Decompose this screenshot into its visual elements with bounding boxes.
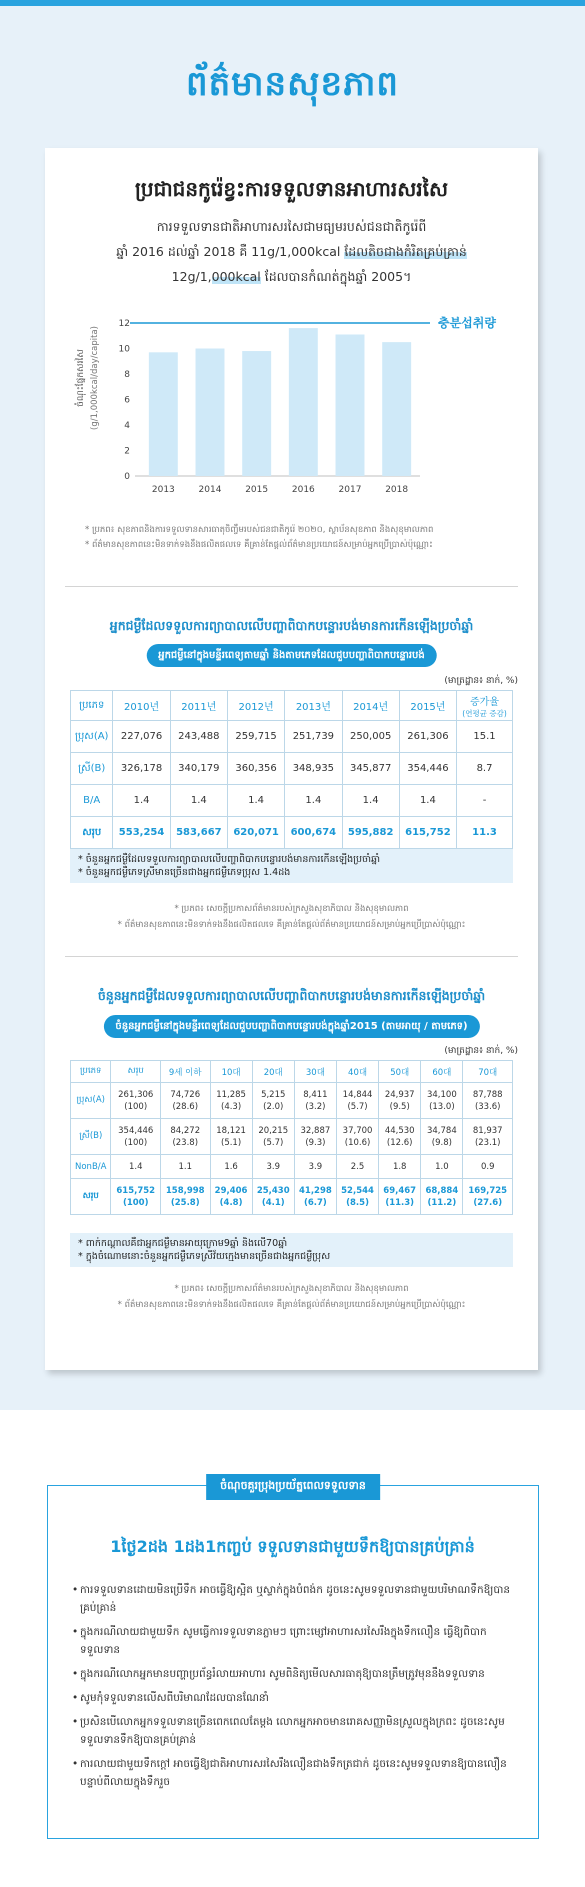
table-row-header: ស្រី(B) — [71, 1119, 111, 1155]
table-cell: 615,752 — [399, 817, 456, 849]
table-header-cell: 증가율 (연평균 증감) — [457, 691, 513, 721]
section3-title: ចំនួនអ្នកជម្ងឺដែលទទួលការព្យាបាលលើបញ្ហាពិបាកបន្ទោរបង់មានការកើនឡើងប្រចាំឆ្នាំ — [97, 988, 486, 1003]
precaution-item: • ការទទួលទានដោយមិនប្រើទឹក អាចធ្វើឱ្យស្អិត ឬស្ទាក់ក្នុងបំពង់ក ដូចនេះសូមទទួលទានជាមួយបរិមាណទឹកឱ្យបានគ្រប់គ្រាន់ — [72, 1581, 517, 1617]
table-cell — [252, 1155, 294, 1179]
table-cell-line: 34,100 — [426, 1089, 457, 1100]
x-tick-label: 2016 — [291, 485, 315, 495]
bar — [289, 328, 318, 476]
table-cell-line: (33.6) — [474, 1101, 501, 1112]
table-row — [71, 1179, 513, 1215]
table-cell-line: 1.4 — [128, 1161, 143, 1172]
table-cell-line: (100) — [124, 1101, 148, 1112]
y-tick-label: 10 — [118, 344, 130, 355]
table-header-cell: 2012년 — [227, 691, 284, 721]
section1-title: ប្រជាជនកូរ៉េខ្វះការទទួលទានអាហារសរសៃ — [134, 177, 449, 201]
table-cell-line: 3.9 — [266, 1161, 280, 1172]
table-row — [71, 721, 513, 753]
table-cell-line: (5.7) — [263, 1137, 284, 1148]
table-cell: 345,877 — [342, 753, 399, 785]
precaution-item: • ប្រសិនបើលោកអ្នកទទួលទានច្រើនពេកពេលតែម្ដង លោកអ្នកអាចមានរោគសញ្ញាមិនស្រួលក្នុងក្រពះ ដូចនេះសូមទទួលទានទឹកឱ្យបានគ្រប់គ្រាន់ — [72, 1713, 517, 1749]
table-row — [71, 785, 513, 817]
table-cell-line: (4.8) — [219, 1197, 243, 1208]
table-cell: 259,715 — [227, 721, 284, 753]
table-cell — [463, 1155, 513, 1179]
table-cell-line: (12.6) — [386, 1137, 413, 1148]
reference-label: 충분섭취량 — [438, 316, 496, 330]
section2-title: អ្នកជម្ងឺដែលទទួលការព្យាបាលលើបញ្ហាពិបាកបន្ទោរបង់មានការកើនឡើងប្រចាំឆ្នាំ — [109, 618, 474, 633]
table-cell: 1.4 — [113, 785, 170, 817]
patients-by-age-table — [70, 1060, 513, 1215]
table-cell — [379, 1179, 421, 1215]
y-tick-label: 12 — [118, 319, 130, 329]
table-cell — [252, 1179, 294, 1215]
section2-note-2: * ចំនួនអ្នកជម្ងឺភេទស្រីមានច្រើនជាងអ្នកជម្ងឺភេទប្រុស 1.4ដង — [78, 867, 291, 878]
table-cell — [210, 1083, 252, 1119]
x-tick-label: 2018 — [385, 485, 409, 495]
table-cell: 15.1 — [457, 721, 513, 753]
table-cell-line: (9.5) — [389, 1101, 410, 1112]
table-row-header: សរុប — [71, 1179, 111, 1215]
table-row-header: B/A — [71, 785, 113, 817]
table-cell-line: 1.1 — [178, 1161, 192, 1172]
table-cell — [210, 1119, 252, 1155]
table-cell: 620,071 — [227, 817, 284, 849]
table-cell-line: (28.6) — [172, 1101, 199, 1112]
table-cell-line: 87,788 — [472, 1089, 503, 1100]
table-cell: 326,178 — [113, 753, 170, 785]
x-tick-label: 2014 — [198, 485, 222, 495]
desc-highlight-2: 000kcal — [211, 269, 261, 284]
table-header-cell: 40대 — [336, 1061, 378, 1083]
section2-source-note: * ប្រភព៖ សេចក្ដីប្រកាសព័ត៌មានរបស់ក្រសួងសុខាភិបាល និងសុខុមាលភាព — [174, 904, 409, 914]
section2-table-notes — [70, 849, 513, 883]
desc-line-2 — [65, 239, 518, 264]
section3-table-notes — [70, 1233, 513, 1267]
table-cell — [252, 1119, 294, 1155]
table-cell: 600,674 — [285, 817, 342, 849]
table-cell-line: (11.2) — [427, 1197, 457, 1208]
table-row-header: ស្រី(B) — [71, 753, 113, 785]
table-cell-line: 169,725 — [468, 1185, 508, 1196]
table-cell: 348,935 — [285, 753, 342, 785]
precaution-item: • ក្នុងករណីលាយជាមួយទឹក សូមធ្វើការទទួលទានភ្លាមៗ ព្រោះម្សៅអាហារសរសៃរឹងក្នុងទឹកលឿន ធ្វើឱ្យពិបាកទទួលទាន — [72, 1623, 517, 1659]
table-cell-line: (100) — [124, 1137, 148, 1148]
table-cell — [294, 1119, 336, 1155]
table-cell — [294, 1083, 336, 1119]
table-header-cell: ប្រភេទ — [71, 1061, 111, 1083]
y-tick-label: 4 — [124, 421, 130, 431]
table-row-header: ប្រុស(A) — [71, 721, 113, 753]
table-cell — [210, 1179, 252, 1215]
table-header-cell: 70대 — [463, 1061, 513, 1083]
table-header-cell: 20대 — [252, 1061, 294, 1083]
section1-source-note: * ប្រភព៖ សុខភាពនិងការទទួលទានសារធាតុចិញ្ចឹមរបស់ជនជាតិកូរ៉េ ២០២០, ស្ថាប័នសុខភាព និងសុខុមាលភាព — [85, 525, 434, 535]
table-cell — [379, 1155, 421, 1179]
precaution-item: • សូមកុំទទួលទានលើសពីបរិមាណដែលបានណែនាំ — [72, 1689, 517, 1707]
table-cell-line: 52,544 — [341, 1185, 374, 1196]
table-cell-line: 5,215 — [261, 1089, 286, 1100]
table-cell-line: 2.5 — [350, 1161, 365, 1172]
table-cell — [111, 1119, 161, 1155]
section2-pill: អ្នកជម្ងឺនៅក្នុងមន្ទីរពេទ្យតាមឆ្នាំ និងតាមភេទដែលជួបបញ្ហាពិបាកបន្ទោរបង់ — [146, 644, 437, 667]
section3-pill: ចំនួនអ្នកជម្ងឺនៅក្នុងមន្ទីរពេទ្យដែលជួបបញ្ហាពិបាកបន្ទោរបង់ក្នុងឆ្នាំ2015 (តាមអាយុ / តាមភេទ) — [103, 1015, 479, 1038]
table-cell — [336, 1155, 378, 1179]
table-cell-line: (4.3) — [221, 1101, 242, 1112]
table-row — [71, 1083, 513, 1119]
patients-by-year-table — [70, 690, 513, 849]
table-cell-line: (23.1) — [474, 1137, 501, 1148]
table-cell-line: 29,406 — [214, 1185, 248, 1196]
table-header-row — [71, 1061, 513, 1083]
y-axis-unit: (g/1,000kcal/day/capita) — [90, 326, 100, 430]
table-cell — [421, 1083, 463, 1119]
table-cell: 1.4 — [399, 785, 456, 817]
table-cell-line: (3.2) — [305, 1101, 326, 1112]
bar — [336, 334, 365, 476]
table-cell: 553,254 — [113, 817, 170, 849]
fiber-intake-chart — [45, 313, 538, 498]
table-cell-line: (10.6) — [344, 1137, 371, 1148]
table-cell — [111, 1179, 161, 1215]
table-cell — [421, 1179, 463, 1215]
divider-1 — [65, 586, 518, 587]
y-tick-label: 8 — [124, 370, 130, 380]
table-cell — [421, 1155, 463, 1179]
table-cell-line: 1.8 — [392, 1161, 407, 1172]
table-header-cell: 2014년 — [342, 691, 399, 721]
table-cell-line: 68,884 — [425, 1185, 459, 1196]
table-cell-line: 261,306 — [118, 1089, 154, 1100]
table-cell-line: 1.0 — [435, 1161, 449, 1172]
table-cell-line: (27.6) — [473, 1197, 503, 1208]
table-cell-line: 24,937 — [384, 1089, 415, 1100]
table-header-cell: 2011년 — [170, 691, 227, 721]
table-cell: 1.4 — [285, 785, 342, 817]
table-cell-line: 11,285 — [216, 1089, 246, 1100]
table-cell-line: 20,215 — [258, 1125, 289, 1136]
table-cell — [463, 1083, 513, 1119]
table-cell — [421, 1119, 463, 1155]
section2-unit: (មាត្រដ្ឋាន៖ នាក់, %) — [444, 676, 518, 686]
table-header-cell: ប្រភេទ — [71, 691, 113, 721]
section2-note-1: * ចំនួនអ្នកជម្ងឺដែលទទួលការព្យាបាលលើបញ្ហាពិបាកបន្ទោរបង់មានការកើនឡើងប្រចាំឆ្នាំ — [78, 854, 381, 865]
table-cell — [336, 1119, 378, 1155]
section1-disclaimer-note: * ព័ត៌មានសុខភាពនេះមិនទាក់ទងនឹងផលិតផលទេ គឺគ្រាន់តែផ្ដល់ព័ត៌មានប្រយោជន៍សម្រាប់អ្នកប្រើប្រាស់ប៉ុណ្ណោះ — [85, 540, 433, 550]
table-cell: 261,306 — [399, 721, 456, 753]
section3-source-note: * ប្រភព៖ សេចក្ដីប្រកាសព័ត៌មានរបស់ក្រសួងសុខាភិបាល និងសុខុមាលភាព — [174, 1284, 409, 1294]
section1-description — [65, 214, 518, 289]
table-cell: 251,739 — [285, 721, 342, 753]
table-cell-line: (13.0) — [429, 1101, 455, 1112]
precaution-item: • ក្នុងករណីលោកអ្នកមានបញ្ហាប្រព័ន្ធរំលាយអាហារ សូមពិនិត្យមើលសារធាតុឱ្យបានត្រឹមត្រូវមុននឹងទទួលទាន — [72, 1665, 517, 1683]
table-cell — [379, 1119, 421, 1155]
bar — [242, 351, 271, 476]
x-tick-label: 2015 — [245, 485, 269, 495]
table-cell: 227,076 — [113, 721, 170, 753]
table-cell-line: 32,887 — [300, 1125, 331, 1136]
table-row-header: សរុប — [71, 817, 113, 849]
table-cell — [336, 1179, 378, 1215]
bar — [149, 352, 178, 476]
table-cell: 250,005 — [342, 721, 399, 753]
table-cell-line: 37,700 — [342, 1125, 373, 1136]
table-cell-line: 8,411 — [303, 1089, 328, 1100]
table-cell-line: 34,784 — [426, 1125, 457, 1136]
table-cell-line: (100) — [122, 1197, 149, 1208]
precaution-item: • ការលាយជាមួយទឹកក្ដៅ អាចធ្វើឱ្យជាតិអាហារសរសៃរឹងលឿនជាងទឹកត្រជាក់ ដូចនេះសូមទទួលទានឱ្យបានលឿនបន្ទាប់ពីលាយក្នុងទឹករួច — [72, 1755, 517, 1791]
table-cell — [160, 1179, 210, 1215]
table-cell — [463, 1119, 513, 1155]
table-cell-line: (11.3) — [385, 1197, 415, 1208]
table-cell — [379, 1083, 421, 1119]
desc-line-3 — [65, 264, 518, 289]
table-header-cell: 10대 — [210, 1061, 252, 1083]
table-cell — [111, 1083, 161, 1119]
table-cell: 583,667 — [170, 817, 227, 849]
table-cell-line: 0.9 — [480, 1161, 495, 1172]
table-cell — [252, 1083, 294, 1119]
table-cell: 340,179 — [170, 753, 227, 785]
table-header-cell: សរុប — [111, 1061, 161, 1083]
y-axis-label: ចំណុះផ្នែកសរសៃ — [76, 349, 86, 407]
table-cell-line: 14,844 — [342, 1089, 373, 1100]
table-cell-line: 158,998 — [165, 1185, 205, 1196]
table-cell-line: (5.1) — [221, 1137, 242, 1148]
table-cell-line: (2.0) — [263, 1101, 284, 1112]
desc-line-3-text-b: ដែលបានកំណត់ក្នុងឆ្នាំ 2005។ — [260, 269, 412, 284]
x-tick-label: 2013 — [151, 485, 175, 495]
precautions-heading: 1ថ្ងៃ2ដង 1ដង1កញ្ចប់ ទទួលទានជាមួយទឹកឱ្យបានគ្រប់គ្រាន់ — [110, 1537, 475, 1556]
table-cell — [160, 1083, 210, 1119]
desc-highlight: ដែលតិចជាងកំរិតគ្រប់គ្រាន់ — [344, 244, 467, 259]
desc-line-1: ការទទួលទានជាតិអាហារសរសៃជាមធ្យមរបស់ជនជាតិកូរ៉េពី — [156, 219, 427, 234]
table-cell-line: 25,430 — [256, 1185, 290, 1196]
table-cell: 1.4 — [170, 785, 227, 817]
table-row — [71, 817, 513, 849]
table-cell — [463, 1179, 513, 1215]
table-cell — [336, 1083, 378, 1119]
table-header-cell: 60대 — [421, 1061, 463, 1083]
table-header-cell: 30대 — [294, 1061, 336, 1083]
table-cell-line: (5.7) — [347, 1101, 368, 1112]
precautions-box — [47, 1479, 539, 1839]
y-tick-label: 2 — [124, 446, 130, 457]
table-cell-line: (6.7) — [303, 1197, 327, 1208]
table-cell: 1.4 — [227, 785, 284, 817]
table-row-header: ប្រុស(A) — [71, 1083, 111, 1119]
divider-2 — [65, 956, 518, 957]
table-row — [71, 1119, 513, 1155]
x-tick-label: 2017 — [338, 485, 362, 495]
section3-unit: (មាត្រដ្ឋាន៖ នាក់, %) — [444, 1046, 518, 1056]
y-tick-label: 0 — [124, 472, 130, 482]
table-row — [71, 1155, 513, 1179]
page-title: ព័ត៌មានសុខភាព — [185, 64, 400, 104]
table-cell: - — [457, 785, 513, 817]
table-cell-line: 69,467 — [383, 1185, 417, 1196]
table-cell: 1.4 — [342, 785, 399, 817]
desc-line-3-text-a: 12g/1, — [171, 269, 212, 284]
table-cell: 8.7 — [457, 753, 513, 785]
table-cell: 354,446 — [399, 753, 456, 785]
table-cell-line: 3.9 — [308, 1161, 323, 1172]
table-cell-line: 354,446 — [118, 1125, 154, 1136]
table-cell: 595,882 — [342, 817, 399, 849]
table-cell-line: (23.8) — [172, 1137, 199, 1148]
table-header-row — [71, 691, 513, 721]
table-header-cell: 2015년 — [399, 691, 456, 721]
table-cell: 243,488 — [170, 721, 227, 753]
y-tick-label: 6 — [124, 395, 130, 406]
table-cell-line: 74,726 — [170, 1089, 201, 1100]
table-cell-line: 1.6 — [224, 1161, 238, 1172]
table-cell — [294, 1179, 336, 1215]
table-cell-line: 44,530 — [384, 1125, 415, 1136]
section2-disclaimer-note: * ព័ត៌មានសុខភាពនេះមិនទាក់ទងនឹងផលិតផលទេ គឺគ្រាន់តែផ្ដល់ព័ត៌មានប្រយោជន៍សម្រាប់អ្នកប្រើប្រាស់ប៉ុណ្ណោះ — [117, 920, 466, 930]
table-cell: 360,356 — [227, 753, 284, 785]
precautions-list — [72, 1581, 517, 1797]
table-cell-line: (9.8) — [431, 1137, 452, 1148]
table-cell — [160, 1155, 210, 1179]
top-accent-line — [0, 0, 585, 6]
table-cell-line: 41,298 — [298, 1185, 332, 1196]
table-cell-line: 615,752 — [116, 1185, 156, 1196]
bar — [382, 342, 411, 476]
table-cell-line: (9.3) — [305, 1137, 326, 1148]
table-cell-line: (25.8) — [170, 1197, 200, 1208]
table-row-header: NonB/A — [71, 1155, 111, 1179]
table-row — [71, 753, 513, 785]
desc-line-2-text: ឆ្នាំ 2016 ដល់ឆ្នាំ 2018 គឺ 11g/1,000kcal — [116, 244, 345, 259]
table-cell — [160, 1119, 210, 1155]
table-cell-line: (4.1) — [261, 1197, 285, 1208]
info-card — [45, 148, 538, 1370]
section3-disclaimer-note: * ព័ត៌មានសុខភាពនេះមិនទាក់ទងនឹងផលិតផលទេ គឺគ្រាន់តែផ្ដល់ព័ត៌មានប្រយោជន៍សម្រាប់អ្នកប្រើប្រាស់ប៉ុណ្ណោះ — [117, 1300, 466, 1310]
precautions-pill: ចំណុចគួរប្រុងប្រយ័ត្នពេលទទួលទាន — [206, 1474, 380, 1500]
section3-note-2: * ក្នុងចំណោមនោះចំនួនអ្នកជម្ងឺភេទស្រីវ័យក្មេងមានច្រើនជាងអ្នកជម្ងឺប្រុស — [78, 1251, 331, 1262]
table-cell-line: 84,272 — [170, 1125, 201, 1136]
table-cell-line: (8.5) — [346, 1197, 369, 1208]
table-header-cell: 9세 이하 — [160, 1061, 210, 1083]
table-header-cell: 2013년 — [285, 691, 342, 721]
section3-note-1: * ពាក់កណ្ដាលគឺជាអ្នកជម្ងឺមានអាយុក្រោម9ឆ្នាំ និងលើ70ឆ្នាំ — [78, 1238, 288, 1249]
table-cell — [294, 1155, 336, 1179]
table-cell-line: 81,937 — [472, 1125, 503, 1136]
table-header-cell: 2010년 — [113, 691, 170, 721]
table-header-cell: 50대 — [379, 1061, 421, 1083]
table-cell: 11.3 — [457, 817, 513, 849]
bar — [196, 349, 225, 477]
table-cell — [111, 1155, 161, 1179]
table-header-subcell: (연평균 증감) — [462, 708, 507, 718]
table-cell-line: 18,121 — [216, 1125, 246, 1136]
table-cell — [210, 1155, 252, 1179]
